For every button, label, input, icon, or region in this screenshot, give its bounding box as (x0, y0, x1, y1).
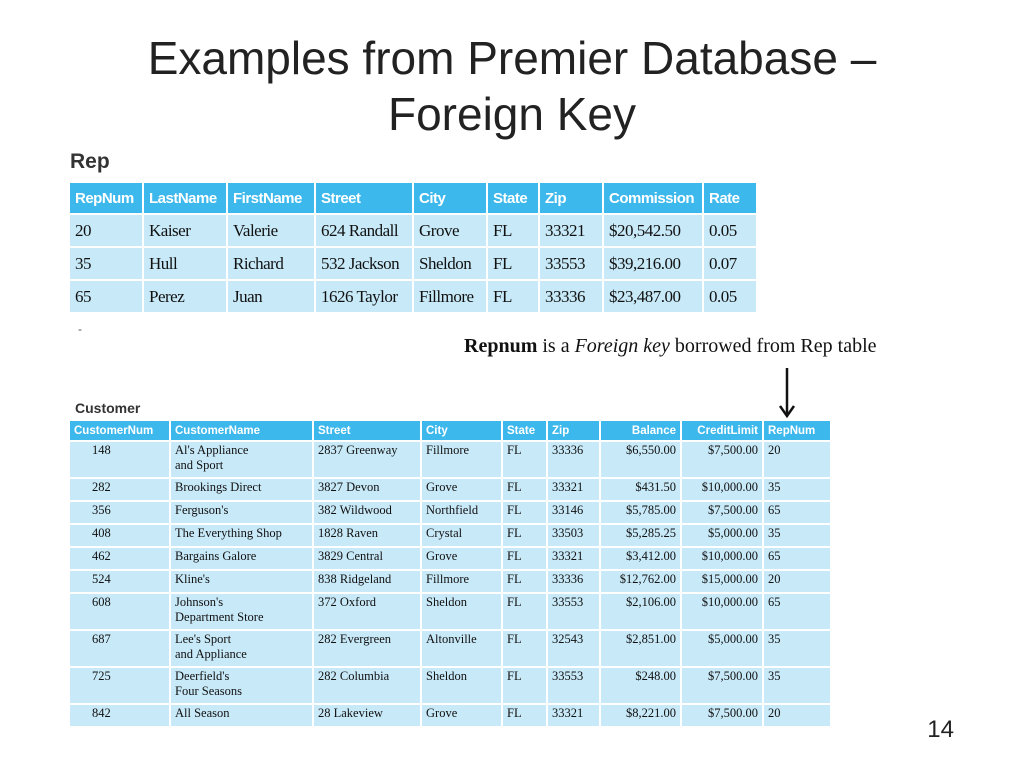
cust-cell-street: 382 Wildwood (313, 501, 421, 524)
customer-name-line-2: and Sport (175, 458, 224, 472)
rep-cell: 532 Jackson (315, 247, 413, 280)
cust-cell-num: 408 (69, 524, 170, 547)
rep-cell: Perez (143, 280, 227, 313)
cust-cell-credit: $5,000.00 (681, 630, 763, 667)
rep-col-city: City (413, 182, 487, 214)
rep-table-header-row (69, 182, 757, 214)
customer-table (68, 419, 832, 728)
annotation-text-a: is a (537, 335, 575, 357)
cust-cell-balance: $5,785.00 (600, 501, 681, 524)
cust-cell-street: 28 Lakeview (313, 704, 421, 727)
cust-cell-zip: 33321 (547, 478, 600, 501)
cust-cell-credit: $7,500.00 (681, 704, 763, 727)
cust-cell-credit: $7,500.00 (681, 501, 763, 524)
rep-cell: $20,542.50 (603, 214, 703, 247)
customer-name-line-1: Bargains Galore (175, 549, 257, 563)
cust-cell-city: Sheldon (421, 593, 502, 630)
cust-cell-city: Altonville (421, 630, 502, 667)
cust-cell-city: Fillmore (421, 441, 502, 478)
cust-cell-rep: 65 (763, 501, 831, 524)
cust-cell-zip: 33336 (547, 441, 600, 478)
rep-cell: $39,216.00 (603, 247, 703, 280)
cust-cell-rep: 20 (763, 570, 831, 593)
cust-cell-zip: 33553 (547, 667, 600, 704)
cust-cell-name (170, 630, 313, 667)
rep-cell: FL (487, 247, 539, 280)
cust-cell-street: 282 Evergreen (313, 630, 421, 667)
cust-cell-name (170, 524, 313, 547)
cust-cell-credit: $5,000.00 (681, 524, 763, 547)
rep-cell: Kaiser (143, 214, 227, 247)
cust-cell-zip: 32543 (547, 630, 600, 667)
rep-cell: 33553 (539, 247, 603, 280)
cust-cell-num: 725 (69, 667, 170, 704)
cust-cell-credit: $7,500.00 (681, 441, 763, 478)
cust-cell-rep: 35 (763, 524, 831, 547)
page-number: 14 (927, 716, 954, 743)
customer-table-header-row (69, 420, 831, 441)
rep-col-firstname: FirstName (227, 182, 315, 214)
customer-name-line-1: Al's Appliance (175, 443, 249, 457)
cust-cell-balance: $3,412.00 (600, 547, 681, 570)
rep-cell: 33321 (539, 214, 603, 247)
rep-table-row (69, 214, 757, 247)
cust-cell-state: FL (502, 524, 547, 547)
cust-cell-num: 462 (69, 547, 170, 570)
cust-cell-balance: $248.00 (600, 667, 681, 704)
cust-col-customername: CustomerName (170, 420, 313, 441)
stray-mark: - (78, 322, 82, 336)
annotation-italic-term: Foreign key (574, 335, 670, 357)
cust-cell-rep: 35 (763, 630, 831, 667)
cust-cell-balance: $5,285.25 (600, 524, 681, 547)
cust-cell-num: 524 (69, 570, 170, 593)
slide-title-line-1: Examples from Premier Database – (147, 32, 877, 84)
rep-table-row (69, 247, 757, 280)
rep-cell: 624 Randall (315, 214, 413, 247)
rep-table-label: Rep (70, 150, 110, 173)
customer-table-body (69, 441, 831, 727)
foreign-key-annotation (464, 335, 877, 358)
cust-cell-zip: 33336 (547, 570, 600, 593)
cust-cell-name (170, 667, 313, 704)
cust-cell-zip: 33321 (547, 704, 600, 727)
cust-cell-rep: 20 (763, 704, 831, 727)
rep-cell: Grove (413, 214, 487, 247)
cust-cell-num: 842 (69, 704, 170, 727)
customer-name-line-1: All Season (175, 706, 230, 720)
cust-cell-name (170, 593, 313, 630)
cust-cell-balance: $2,106.00 (600, 593, 681, 630)
rep-table (68, 181, 758, 314)
cust-cell-state: FL (502, 547, 547, 570)
cust-cell-credit: $7,500.00 (681, 667, 763, 704)
rep-cell: 0.07 (703, 247, 757, 280)
cust-cell-state: FL (502, 593, 547, 630)
cust-col-street: Street (313, 420, 421, 441)
customer-name-line-1: Lee's Sport (175, 632, 232, 646)
cust-col-city: City (421, 420, 502, 441)
cust-cell-num: 356 (69, 501, 170, 524)
table-row (69, 593, 831, 630)
rep-cell: FL (487, 280, 539, 313)
rep-cell: 20 (69, 214, 143, 247)
table-row (69, 478, 831, 501)
cust-cell-street: 838 Ridgeland (313, 570, 421, 593)
cust-col-customernum: CustomerNum (69, 420, 170, 441)
table-row (69, 570, 831, 593)
rep-cell: Hull (143, 247, 227, 280)
customer-table-label: Customer (75, 400, 141, 416)
cust-cell-state: FL (502, 570, 547, 593)
cust-cell-state: FL (502, 441, 547, 478)
rep-cell: Sheldon (413, 247, 487, 280)
cust-cell-balance: $2,851.00 (600, 630, 681, 667)
rep-col-state: State (487, 182, 539, 214)
cust-cell-credit: $10,000.00 (681, 593, 763, 630)
rep-cell: Juan (227, 280, 315, 313)
cust-cell-street: 1828 Raven (313, 524, 421, 547)
cust-col-repnum: RepNum (763, 420, 831, 441)
cust-cell-state: FL (502, 501, 547, 524)
rep-col-street: Street (315, 182, 413, 214)
slide-title-line-2: Foreign Key (387, 88, 636, 140)
cust-cell-city: Crystal (421, 524, 502, 547)
cust-cell-city: Grove (421, 704, 502, 727)
cust-cell-street: 3829 Central (313, 547, 421, 570)
cust-cell-street: 2837 Greenway (313, 441, 421, 478)
cust-cell-zip: 33503 (547, 524, 600, 547)
customer-name-line-2: Department Store (175, 610, 264, 624)
cust-cell-city: Sheldon (421, 667, 502, 704)
table-row (69, 667, 831, 704)
cust-cell-rep: 65 (763, 547, 831, 570)
cust-col-creditlimit: CreditLimit (681, 420, 763, 441)
rep-cell: Fillmore (413, 280, 487, 313)
cust-cell-city: Grove (421, 478, 502, 501)
rep-cell: 1626 Taylor (315, 280, 413, 313)
rep-cell: 0.05 (703, 214, 757, 247)
rep-cell: 35 (69, 247, 143, 280)
cust-cell-street: 372 Oxford (313, 593, 421, 630)
cust-cell-zip: 33321 (547, 547, 600, 570)
customer-name-line-1: The Everything Shop (175, 526, 282, 540)
cust-cell-state: FL (502, 630, 547, 667)
cust-cell-name (170, 501, 313, 524)
customer-name-line-2: Four Seasons (175, 684, 243, 698)
table-row (69, 704, 831, 727)
cust-cell-balance: $431.50 (600, 478, 681, 501)
rep-col-zip: Zip (539, 182, 603, 214)
cust-cell-name (170, 478, 313, 501)
cust-col-state: State (502, 420, 547, 441)
rep-col-repnum: RepNum (69, 182, 143, 214)
cust-cell-street: 3827 Devon (313, 478, 421, 501)
cust-cell-name (170, 441, 313, 478)
cust-cell-balance: $6,550.00 (600, 441, 681, 478)
rep-col-commission: Commission (603, 182, 703, 214)
cust-cell-rep: 35 (763, 478, 831, 501)
customer-name-line-1: Brookings Direct (175, 480, 262, 494)
slide-title (40, 30, 984, 142)
table-row (69, 501, 831, 524)
cust-col-zip: Zip (547, 420, 600, 441)
customer-name-line-2: and Appliance (175, 647, 247, 661)
rep-cell: 0.05 (703, 280, 757, 313)
cust-cell-credit: $10,000.00 (681, 478, 763, 501)
cust-cell-city: Fillmore (421, 570, 502, 593)
cust-cell-num: 608 (69, 593, 170, 630)
cust-cell-name (170, 547, 313, 570)
rep-cell: $23,487.00 (603, 280, 703, 313)
cust-cell-rep: 20 (763, 441, 831, 478)
cust-cell-name (170, 704, 313, 727)
cust-cell-zip: 33553 (547, 593, 600, 630)
cust-cell-zip: 33146 (547, 501, 600, 524)
table-row (69, 547, 831, 570)
rep-cell: 65 (69, 280, 143, 313)
cust-cell-state: FL (502, 667, 547, 704)
customer-name-line-1: Kline's (175, 572, 210, 586)
cust-cell-credit: $15,000.00 (681, 570, 763, 593)
cust-cell-state: FL (502, 478, 547, 501)
cust-cell-rep: 35 (763, 667, 831, 704)
rep-col-rate: Rate (703, 182, 757, 214)
table-row (69, 524, 831, 547)
cust-cell-state: FL (502, 704, 547, 727)
table-row (69, 630, 831, 667)
annotation-text-b: borrowed from Rep table (669, 335, 877, 357)
table-row (69, 441, 831, 478)
cust-cell-city: Grove (421, 547, 502, 570)
cust-col-balance: Balance (600, 420, 681, 441)
cust-cell-balance: $8,221.00 (600, 704, 681, 727)
customer-name-line-1: Ferguson's (175, 503, 229, 517)
rep-cell: FL (487, 214, 539, 247)
cust-cell-num: 687 (69, 630, 170, 667)
cust-cell-num: 148 (69, 441, 170, 478)
cust-cell-name (170, 570, 313, 593)
rep-col-lastname: LastName (143, 182, 227, 214)
rep-cell: Richard (227, 247, 315, 280)
customer-name-line-1: Deerfield's (175, 669, 230, 683)
cust-cell-street: 282 Columbia (313, 667, 421, 704)
cust-cell-balance: $12,762.00 (600, 570, 681, 593)
rep-cell: 33336 (539, 280, 603, 313)
down-arrow-icon (778, 368, 796, 418)
rep-table-row (69, 280, 757, 313)
annotation-bold-term: Repnum (464, 335, 538, 357)
cust-cell-credit: $10,000.00 (681, 547, 763, 570)
rep-cell: Valerie (227, 214, 315, 247)
cust-cell-rep: 65 (763, 593, 831, 630)
customer-name-line-1: Johnson's (175, 595, 224, 609)
cust-cell-num: 282 (69, 478, 170, 501)
cust-cell-city: Northfield (421, 501, 502, 524)
